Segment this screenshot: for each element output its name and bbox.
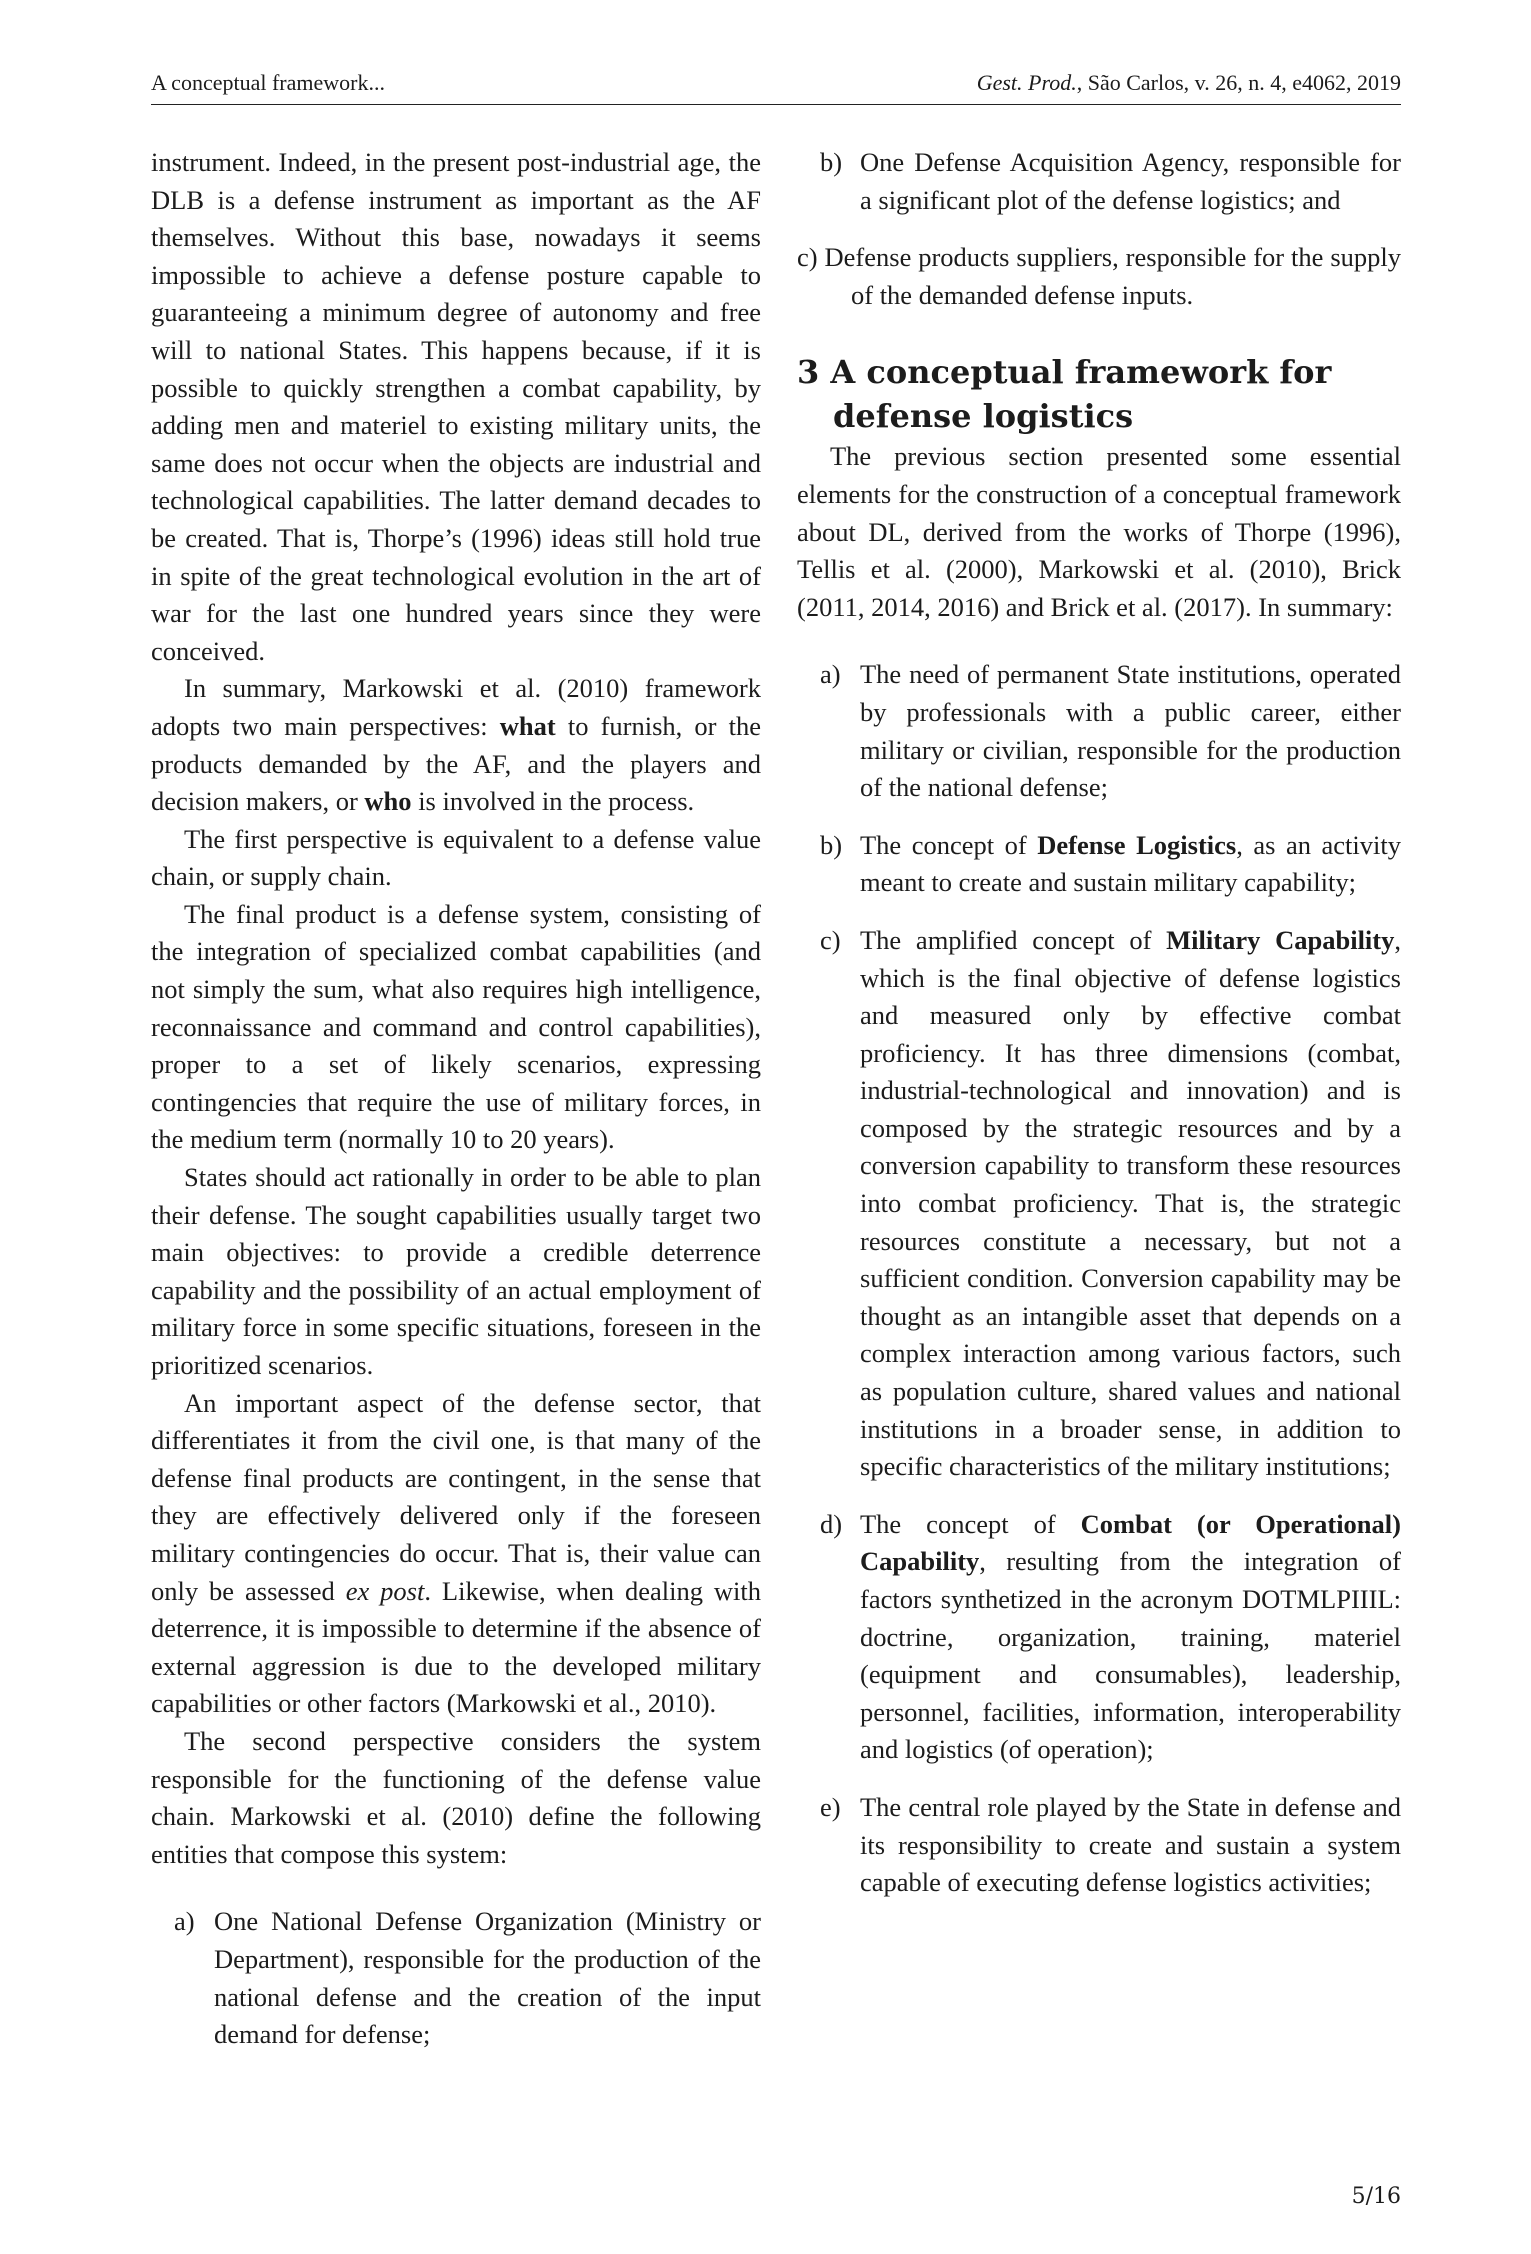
list-text: One Defense Acquisition Agency, responsible for a significant plot of the defense logistics; and (860, 147, 1401, 215)
list-item (797, 922, 1401, 1486)
summary-list (797, 656, 1401, 1901)
list-text: The central role played by the State in defense and its responsibility to create and sustain a system capable of executing defense logistics activities; (860, 1791, 1401, 1898)
list-label: b) (820, 147, 843, 177)
paragraph: The first perspective is equivalent to a defense value chain, or supply chain. (151, 823, 761, 892)
text-run: An important aspect of the defense sector, that differentiates it from the civil one, is that many of the defense final products are contingent, in the sense that they are effectively delivered only if the foreseen military contingencies do occur. That is, their value can only be assessed (151, 1387, 761, 1606)
paragraph: instrument. Indeed, in the present post-industrial age, the DLB is a defense instrument as important as the AF themselves. Without this base, nowadays it seems impossible to achieve a defense posture capable to guaranteeing a minimum degree of autonomy and free will to national States. This happens because, if it is possible to quickly strengthen a combat capability, by adding men and materiel to existing military units, the same does not occur when the objects are industrial and technological capabilities. The latter demand decades to be created. That is, Thorpe’s (1996) ideas still hold true in spite of the great technological evolution in the art of war for the last one hundred years since they were conceived. (151, 147, 761, 666)
header-details: , São Carlos, v. 26, n. 4, e4062, 2019 (1076, 70, 1401, 95)
paragraph (151, 1385, 761, 1723)
paragraph (151, 670, 761, 820)
bold-term: Combat (or Operational) Capability (860, 1508, 1401, 1577)
left-column (151, 144, 761, 2054)
list-item (797, 827, 1401, 902)
list-item (151, 1903, 761, 2053)
text-run: , which is the final objective of defense logistics and measured only by effective combat proficiency. It has three dimensions (combat, industrial-technological and innovation) and is composed by the strategic resources and by a conversion capability to transform these resources into combat proficiency. That is, the strategic resources constitute a necessary, but not a sufficient condition. Conversion capability may be thought as an intangible asset that depends on a complex interaction among various factors, such as population culture, shared values and national institutions in a broader sense, in addition to specific characteristics of the military institutions; (860, 924, 1401, 1482)
list-label: b) (820, 829, 843, 860)
list-text: The need of permanent State institutions, operated by professionals with a public career, either military or civilian, responsible for the production of the national defense; (860, 659, 1401, 803)
text-run: . Likewise, when dealing with deterrence, it is impossible to determine if the absence of external aggression is due to the developed military capabilities or other factors (Markowski et al., 2010). (151, 1575, 761, 1719)
paragraph: The second perspective considers the system responsible for the functioning of the defense value chain. Markowski et al. (2010) define the following entities that compose this system: (151, 1725, 761, 1869)
text-run: is involved in the process. (411, 786, 695, 817)
bold-term: what (499, 710, 556, 741)
paragraph: The final product is a defense system, consisting of the integration of specialized combat capabilities (and not simply the sum, what also requires high intelligence, reconnaissance and command and control capabilities), proper to a set of likely scenarios, expressing contingencies that require the use of military forces, in the medium term (normally 10 to 20 years). (151, 898, 761, 1155)
italic-term: ex post (345, 1575, 425, 1606)
text-run: The concept of (860, 829, 1038, 860)
bold-term: who (364, 786, 412, 817)
text-run: , resulting from the integration of factors synthetized in the acronym DOTMLPIIIL: doctrine, organization, training, materiel (equipment and consumables), leadership, personnel, facilities, information, interoperability and logistics (of operation); (860, 1546, 1401, 1765)
list-label: e) (820, 1791, 841, 1822)
bold-term: Defense Logistics (1037, 829, 1237, 860)
list-text: One National Defense Organization (Ministry or Department), responsible for the production of the national defense and the creation of the input demand for defense; (214, 1906, 761, 2050)
bold-term: Military Capability (1166, 924, 1395, 955)
text-run: The amplified concept of (860, 924, 1167, 955)
text-run: , as an activity meant to create and sustain military capability; (860, 829, 1401, 898)
text-run: The concept of (860, 1508, 1081, 1539)
page-number: 5/16 (1351, 2184, 1401, 2209)
section-heading: 3 A conceptual framework for defense logistics (797, 353, 1332, 436)
paragraph: The previous section presented some essential elements for the construction of a conceptual framework about DL, derived from the works of Thorpe (1996), Tellis et al. (2000), Markowski et al. (2010), Brick (2011, 2014, 2016) and Brick et al. (2017). In summary: (797, 441, 1401, 622)
running-header (151, 64, 1401, 105)
list-text: Defense products suppliers, responsible for the supply of the demanded defense inputs. (824, 242, 1401, 310)
text-run: In summary, Markowski et al. (2010) framework adopts two main perspectives: (151, 673, 761, 741)
paragraph: States should act rationally in order to be able to plan their defense. The sought capabilities usually target two main objectives: to provide a credible deterrence capability and the possibility of an actual employment of military force in some specific situations, foreseen in the prioritized scenarios. (151, 1162, 761, 1380)
list-item (797, 239, 1401, 314)
list-item (797, 1789, 1401, 1902)
header-journal: Gest. Prod. (976, 70, 1077, 95)
list-item (797, 656, 1401, 806)
text-run: to furnish, or the products demanded by the AF, and the players and decision makers, or (151, 710, 762, 817)
list-item (797, 144, 1401, 219)
right-column (797, 144, 1401, 1902)
entity-list (151, 1903, 761, 2053)
list-label: c) (797, 242, 818, 273)
list-label: d) (820, 1508, 843, 1539)
list-label: a) (820, 659, 841, 690)
list-label: a) (174, 1906, 195, 1937)
list-label: c) (820, 924, 841, 955)
header-short-title: A conceptual framework... (151, 70, 385, 95)
list-item (797, 1506, 1401, 1769)
header-citation (977, 70, 1401, 96)
entity-list-continued (797, 144, 1401, 314)
